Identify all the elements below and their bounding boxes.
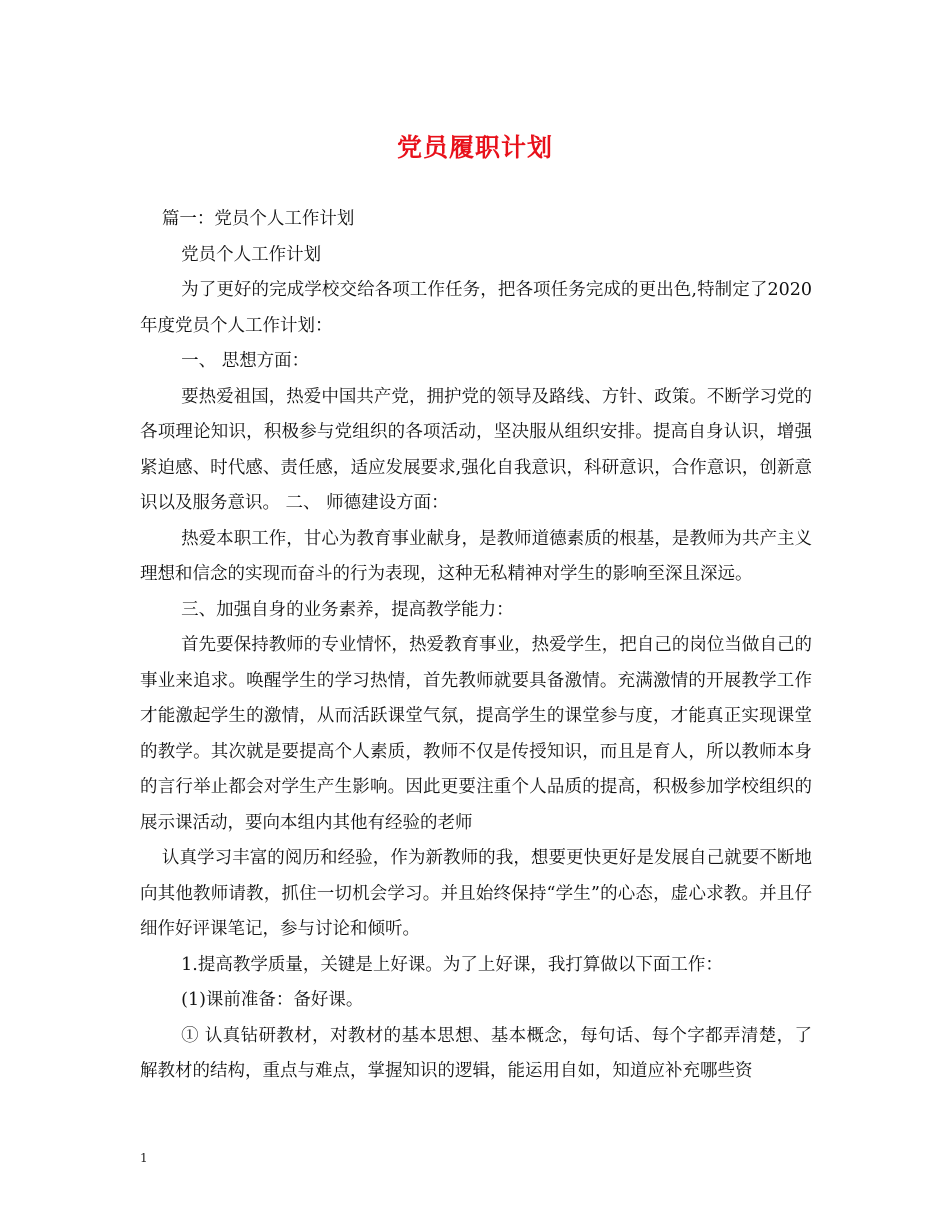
- paragraph: ① 认真钻研教材，对教材的基本思想、基本概念，每句话、每个字都弄清楚，了解教材的结构，重点与难点，掌握知识的逻辑，能运用自如，知道应补充哪些资: [140, 1025, 812, 1081]
- paragraph: 三、加强自身的业务素养，提高教学能力：: [181, 599, 514, 620]
- page-title: 党员履职计划: [396, 133, 553, 162]
- document-body: [140, 202, 812, 1090]
- paragraph: 首先要保持教师的专业情怀，热爱教育事业，热爱学生，把自己的岗位当做自己的事业来追求。唤醒学生的学习热情，首先教师就要具备激情。充满激情的开展教学工作才能激起学生的激情，从而活跃课堂气氛，提高学生的课堂参与度，才能真正实现课堂的教学。其次就是要提高个人素质，教师不仅是传授知识，而且是育人，所以教师本身的言行举止都会对学生产生影响。因此更要注重个人品质的提高，积极参加学校组织的展示课活动，要向本组内其他有经验的老师: [140, 635, 812, 833]
- paragraph: 1.提高教学质量，关键是上好课。为了上好课，我打算做以下面工作：: [181, 954, 723, 975]
- paragraph: 认真学习丰富的阅历和经验，作为新教师的我，想要更快更好是发展自己就要不断地向其他教师请教，抓住一切机会学习。并且始终保持“学生”的心态，虚心求教。并且仔细作好评课笔记，参与讨论和倾听。: [140, 848, 812, 939]
- paragraph: (1)课前准备：备好课。: [181, 990, 364, 1010]
- page-number: 1: [140, 1151, 148, 1165]
- paragraph: 为了更好的完成学校交给各项工作任务，把各项任务完成的更出色,特制定了2020年度党员个人工作计划：: [140, 280, 812, 336]
- paragraph: 一、 思想方面：: [181, 351, 310, 371]
- paragraph: 篇一：党员个人工作计划: [161, 209, 355, 229]
- paragraph: 党员个人工作计划: [181, 244, 322, 265]
- paragraph: 要热爱祖国，热爱中国共产党，拥护党的领导及路线、方针、政策。不断学习党的各项理论知识，积极参与党组织的各项活动，坚决服从组织安排。提高自身认识，增强紧迫感、时代感、责任感，适应发展要求,强化自我意识，科研意识，合作意识，创新意识以及服务意识。 二、 师德建设方面：: [140, 386, 812, 513]
- paragraph: 热爱本职工作，甘心为教育事业献身，是教师道德素质的根基，是教师为共产主义理想和信念的实现而奋斗的行为表现，这种无私精神对学生的影响至深且深远。: [140, 528, 812, 584]
